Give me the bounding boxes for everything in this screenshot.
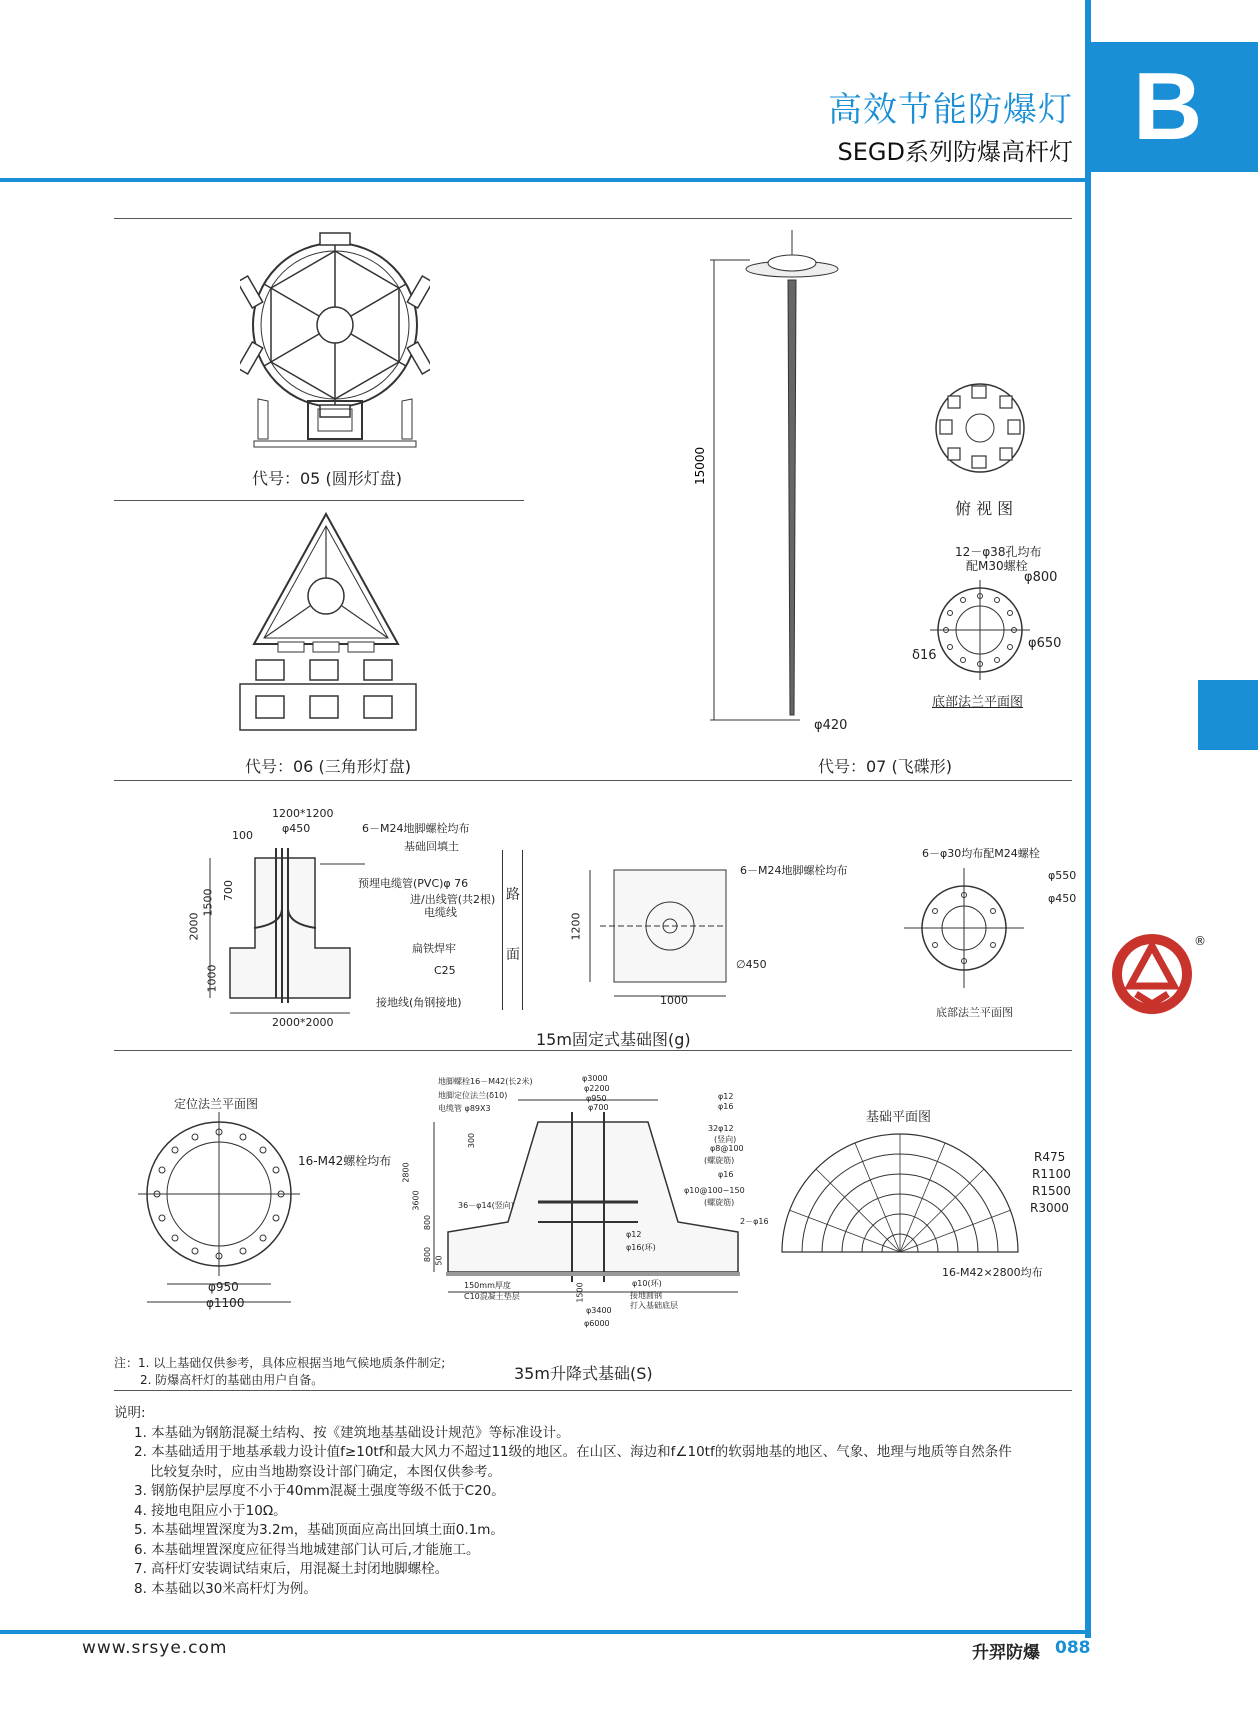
page-subtitle: SEGD系列防爆高杆灯 (837, 138, 1073, 166)
sec-150: 150mm厚度 (464, 1281, 511, 1290)
sec-10-spiral: (螺旋筋) (704, 1198, 735, 1207)
description-item: 5. 本基础埋置深度为3.2m，基础顶面应高出回填土面0.1m。 (134, 1522, 504, 1538)
sec-800b: 800 (423, 1246, 433, 1263)
registered-mark-icon: ® (1194, 934, 1206, 948)
sec-c10: C10混凝土垫层 (464, 1292, 520, 1301)
fixed-label-flatsteel: 扁铁焊牢 (412, 942, 456, 955)
description-item: 3. 钢筋保护层厚度不小于40mm混凝土强度等级不低于C20。 (134, 1483, 505, 1499)
fixed-label-bolts: 6－M24地脚螺栓均布 (362, 822, 470, 835)
sec-1500: 1500 (575, 1282, 585, 1303)
brand-logo-icon (1110, 930, 1200, 1020)
flange-title: 底部法兰平面图 (932, 695, 1024, 710)
triangle-plate-caption: 代号：06 (三角形灯盘) (245, 757, 411, 776)
flange2-holes-label: 6－φ30均布配M24螺栓 (922, 847, 1040, 860)
sec-d12b: φ12 (626, 1230, 642, 1239)
sec-800: 800 (423, 1214, 433, 1231)
sec-pile2: 打入基础底层 (630, 1301, 678, 1310)
ufo-mast-drawing (690, 225, 840, 735)
page-title: 高效节能防爆灯 (828, 90, 1073, 130)
description-item: 1. 本基础为钢筋混凝土结构、按《建筑地基基础设计规范》等标准设计。 (134, 1424, 570, 1441)
divider-figures (114, 780, 1072, 781)
header-accent-bar (0, 178, 1088, 182)
fixed-label-backfill: 基础回填土 (404, 840, 459, 853)
description-item: 6. 本基础埋置深度应征得当地城建部门认可后,才能施工。 (134, 1541, 480, 1558)
description-heading: 说明: (114, 1405, 146, 1421)
circular-lamp-plate-drawing (240, 225, 430, 455)
sec-d12: φ12 (718, 1092, 734, 1101)
pos-flange-d950: φ950 (208, 1280, 239, 1294)
fixed-label-inout: 进/出线管(共2根) (410, 893, 496, 906)
fixed-label-pvc: 预埋电缆管(PVC)φ 76 (358, 877, 469, 890)
plan-r3000: R3000 (1030, 1201, 1069, 1215)
fixed-foundation-section (187, 808, 370, 1028)
divider-mid-left (114, 500, 524, 501)
sec-d2200: φ2200 (584, 1084, 610, 1093)
divider-fixed (114, 1050, 1072, 1051)
sec-flange-label: 地脚定位法兰(δ10) (438, 1091, 508, 1100)
plan-dim-1000: 1000 (660, 994, 688, 1007)
mast-height-dim: 15000 (693, 446, 707, 485)
fixed-label-ground: 接地线(角钢接地) (376, 996, 462, 1009)
fixed-foundation-plan (570, 868, 730, 1018)
note-2: 2. 防爆高杆灯的基础由用户自备。 (140, 1373, 324, 1387)
flange-holes-label: 12－φ38孔均布 (955, 545, 1042, 559)
sec-36-14: 36－φ14(竖向) (458, 1201, 514, 1210)
flange2-d550: φ550 (1048, 869, 1077, 882)
description-item: 8. 本基础以30米高杆灯为例。 (134, 1580, 317, 1597)
plan-bolts-label: 16-M42×2800均布 (942, 1266, 1043, 1279)
road-label-1: 路 (506, 887, 520, 903)
lift-foundation-title: 35m升降式基础(S) (514, 1364, 653, 1383)
plan-r475: R475 (1034, 1150, 1066, 1164)
fixed-dim-bottom: 2000*2000 (272, 1016, 334, 1029)
divider-lift (114, 1390, 1072, 1391)
sec-bolt-label: 地脚螺栓16－M42(长2米) (438, 1077, 533, 1086)
flange-bolts-label: 配M30螺栓 (966, 559, 1028, 573)
page-number: 088 (1055, 1638, 1091, 1658)
divider-top (114, 218, 1072, 219)
description-item: 2. 本基础适用于地基承载力设计值f≥10tf和最大风力不超过11级的地区。在山区、海边和f∠10tf的软弱地基的地区、气象、地理与地质等自然条件 (134, 1444, 1012, 1460)
plan-r1100: R1100 (1032, 1167, 1071, 1181)
triangular-lamp-plate-drawing (238, 510, 438, 735)
flange2-title: 底部法兰平面图 (936, 1006, 1013, 1019)
flange-d800: φ800 (1024, 570, 1058, 585)
sec-d950: φ950 (586, 1094, 607, 1103)
sec-50: 50 (434, 1255, 444, 1266)
sec-3600: 3600 (411, 1190, 421, 1211)
side-tab (1198, 680, 1258, 750)
plan-label-bolts: 6－M24地脚螺栓均布 (740, 864, 848, 877)
fixed-dim-700: 700 (222, 880, 235, 901)
plan-dim-450: ∅450 (736, 958, 767, 971)
description-item: 比较复杂时，应由当地勘察设计部门确定，本图仅供参考。 (150, 1463, 501, 1480)
description-block (115, 1404, 1012, 1599)
sec-32-vert: (竖向) (714, 1135, 737, 1144)
sec-2800: 2800 (401, 1162, 411, 1183)
sec-d16b: φ16 (718, 1170, 734, 1179)
fixed-dim-phi450: φ450 (282, 822, 311, 835)
flange-drawing (930, 580, 1030, 680)
plan-r1500: R1500 (1032, 1184, 1071, 1198)
fixed-dim-100: 100 (232, 829, 253, 842)
lift-plan-title: 基础平面图 (866, 1110, 932, 1125)
sec-300: 300 (467, 1132, 477, 1149)
sec-16-ring: φ16(环) (626, 1243, 656, 1252)
section-letter: B (1088, 42, 1258, 172)
note-1: 注：1. 以上基础仅供参考，具体应根据当地气候地质条件制定; (114, 1356, 446, 1370)
road-line-2 (522, 850, 523, 1010)
fixed-dim-top: 1200*1200 (272, 807, 334, 820)
fixed-label-c25: C25 (434, 964, 456, 977)
bottom-accent-bar (0, 1630, 1091, 1634)
sec-d3000: φ3000 (582, 1074, 608, 1083)
fixed-foundation-title: 15m固定式基础图(g) (536, 1030, 691, 1049)
sec-d16: φ16 (718, 1102, 734, 1111)
description-item: 4. 接地电阻应小于10Ω。 (134, 1502, 287, 1519)
pos-flange-bolts: 16-M42螺栓均布 (298, 1154, 392, 1168)
circle-plate-caption: 代号：05 (圆形灯盘) (252, 469, 402, 488)
lift-plan-drawing (780, 1130, 1020, 1260)
fixed-dim-2000-vert: 2000 (187, 912, 201, 941)
flange-thickness: δ16 (912, 648, 937, 663)
sec-8-spiral: (螺旋筋) (704, 1156, 735, 1165)
ufo-caption: 代号：07 (飞碟形) (818, 757, 952, 776)
road-label-2: 面 (506, 947, 520, 963)
sec-10-100: φ10@100~150 (684, 1186, 745, 1195)
road-line-1 (502, 850, 503, 1010)
plan-dim-1200: 1200 (569, 912, 583, 941)
flange2-d450: φ450 (1048, 892, 1077, 905)
pos-flange-d1100: φ1100 (206, 1296, 245, 1310)
right-margin-bar (1085, 0, 1091, 1638)
sec-d700: φ700 (588, 1103, 609, 1112)
flange2-drawing (904, 868, 1024, 988)
sec-pipe-label: 电缆管 φ89X3 (438, 1104, 491, 1113)
description-item: 7. 高杆灯安装调试结束后，用混凝土封闭地脚螺栓。 (134, 1561, 449, 1577)
pos-flange-title: 定位法兰平面图 (174, 1097, 259, 1111)
sec-d3400: φ3400 (586, 1306, 612, 1315)
sec-10-ring: φ10(环) (632, 1279, 662, 1288)
footer-brand: 升羿防爆 (972, 1643, 1040, 1663)
flange-d650: φ650 (1028, 636, 1062, 651)
sec-8-100: φ8@100 (710, 1144, 744, 1153)
fixed-dim-1500: 1500 (201, 888, 215, 917)
fixed-dim-1000: 1000 (205, 964, 219, 993)
top-view-caption: 俯 视 图 (955, 499, 1014, 518)
sec-2-16: 2－φ16 (740, 1217, 769, 1226)
sec-d6000: φ6000 (584, 1319, 610, 1328)
footer-url: www.srsye.com (82, 1638, 228, 1658)
sec-32-12: 32φ12 (708, 1124, 734, 1133)
top-view-drawing (932, 380, 1028, 476)
fixed-label-cable: 电缆线 (424, 906, 457, 919)
sec-pile: 接地圆钢 (630, 1291, 662, 1300)
mast-base-dim: φ420 (814, 718, 848, 733)
